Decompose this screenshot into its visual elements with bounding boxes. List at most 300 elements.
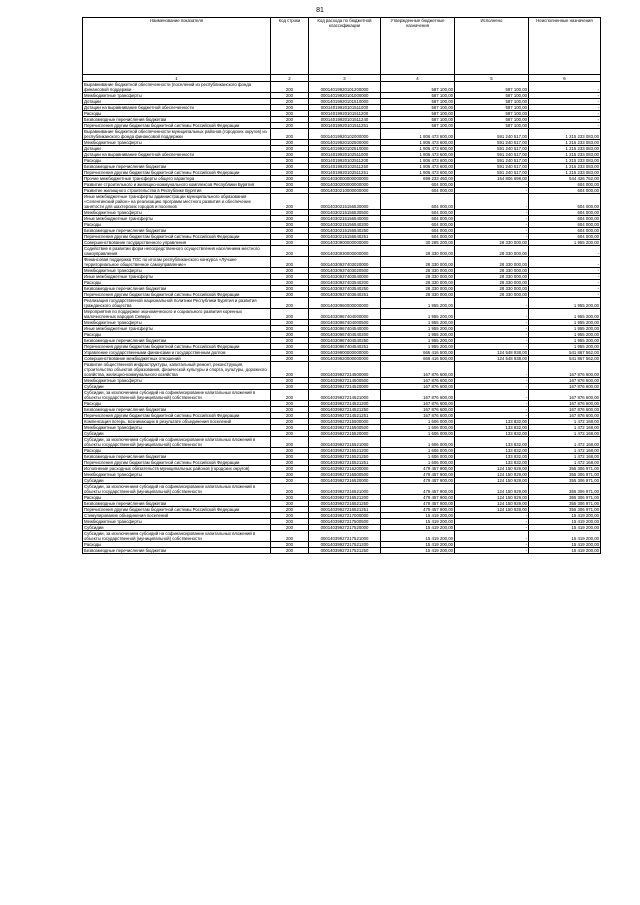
cell-remaining: 355 306 971,00 [529, 501, 601, 507]
cell-budget-code: 00014019920102511000 [309, 152, 381, 158]
cell-approved: 587 100,00 [381, 111, 455, 117]
cell-remaining: 355 306 971,00 [529, 478, 601, 484]
cell-indicator-name: Субсидии, за исключением субсидий на софинансирование капитальных вложений в объекты государственной (муниципальной) собственности [83, 390, 271, 401]
cell-approved: 587 100,00 [381, 82, 455, 93]
cell-indicator-name: Иные межбюджетные трансферты администрации муниципального образования «Селенгинский район» на реализацию программ местного развития и обеспечение занятости для шахтерских городов и поселков [83, 194, 271, 210]
cell-indicator-name: Выравнивание бюджетной обеспеченности (поселений из республиканского фонда финансовой поддержки [83, 82, 271, 93]
cell-indicator-name: Расходы [83, 280, 271, 286]
cell-approved: 15 419 200,00 [381, 525, 455, 531]
cell-line-code: 200 [271, 292, 309, 298]
table-row [83, 362, 601, 378]
cell-remaining: - [529, 117, 601, 123]
cell-line-code: 200 [271, 478, 309, 484]
cell-remaining: 1 215 233 083,00 [529, 146, 601, 152]
header-executed: Исполнено [455, 18, 529, 75]
cell-remaining: 1 472 168,00 [529, 448, 601, 454]
cell-indicator-name: Иные межбюджетные трансферты [83, 326, 271, 332]
cell-remaining: 604 000,00 [529, 182, 601, 188]
cell-executed: 591 240 517,00 [455, 129, 529, 140]
cell-budget-code: 00014019920101200000 [309, 82, 381, 93]
cell-remaining: 604 000,00 [529, 234, 601, 240]
cell-remaining: 355 306 971,00 [529, 466, 601, 472]
cell-budget-code: 00014039927216521200 [309, 495, 381, 501]
cell-indicator-name: Субсидии [83, 384, 271, 390]
cell-line-code: 200 [271, 280, 309, 286]
table-body [83, 75, 601, 554]
cell-line-code: 200 [271, 519, 309, 525]
cell-budget-code: 00014019920102511250 [309, 164, 381, 170]
cell-executed: 28 330 000,00 [455, 268, 529, 274]
table-row [83, 501, 601, 507]
cell-remaining: 1 215 233 083,00 [529, 164, 601, 170]
header-approved: Утвержденные бюджетные назначения [381, 18, 455, 75]
cell-indicator-name: Межбюджетные трансферты [83, 268, 271, 274]
cell-remaining: - [529, 99, 601, 105]
table-row [83, 350, 601, 356]
cell-line-code: 200 [271, 274, 309, 280]
cell-remaining: 604 000,00 [529, 188, 601, 194]
cell-line-code: 200 [271, 401, 309, 407]
cell-budget-code: 00014030967404540200 [309, 332, 381, 338]
cell-line-code: 200 [271, 164, 309, 170]
table-row [83, 105, 601, 111]
cell-indicator-name: Субсидии, за исключением субсидий на софинансирование капитальных вложений в объекты государственной (муниципальной) собственности [83, 484, 271, 495]
cell-indicator-name: Безвозмездные перечисления бюджетам [83, 548, 271, 554]
column-number: 4 [381, 75, 455, 82]
cell-executed: 587 100,00 [455, 93, 529, 99]
cell-remaining: 1 955 200,00 [529, 320, 601, 326]
cell-indicator-name: Перечисления другим бюджетам бюджетной системы Российской Федерации [83, 234, 271, 240]
table-row [83, 466, 601, 472]
cell-budget-code: 00014039927216521251 [309, 507, 381, 513]
cell-executed: 124 150 929,00 [455, 478, 529, 484]
cell-line-code: 200 [271, 460, 309, 466]
table-row [83, 246, 601, 257]
cell-approved: 28 330 000,00 [381, 292, 455, 298]
cell-line-code: 200 [271, 234, 309, 240]
cell-remaining: 1 215 233 083,00 [529, 129, 601, 140]
table-row [83, 298, 601, 309]
cell-approved: 699 233 460,00 [381, 176, 455, 182]
column-number: 3 [309, 75, 381, 82]
cell-approved: 1 606 000,00 [381, 460, 455, 466]
cell-indicator-name: Дотации на выравнивание бюджетной обеспеченности [83, 152, 271, 158]
cell-line-code: 200 [271, 240, 309, 246]
cell-executed: - [455, 309, 529, 320]
cell-approved: 15 419 200,00 [381, 519, 455, 525]
table-header-row [83, 18, 601, 75]
cell-remaining: 1 215 233 083,00 [529, 170, 601, 176]
table-row [83, 309, 601, 320]
cell-budget-code: 00014039927215521200 [309, 448, 381, 454]
cell-line-code: 200 [271, 210, 309, 216]
cell-budget-code: 00014039927214521000 [309, 390, 381, 401]
cell-approved: 1 955 200,00 [381, 344, 455, 350]
cell-indicator-name: Безвозмездные перечисления бюджетам [83, 501, 271, 507]
cell-line-code: 200 [271, 123, 309, 129]
cell-remaining: - [529, 257, 601, 268]
cell-budget-code: 00014019920101000000 [309, 93, 381, 99]
table-row [83, 129, 601, 140]
cell-executed: 133 832,00 [455, 425, 529, 431]
column-number: 6 [529, 75, 601, 82]
cell-executed: - [455, 298, 529, 309]
cell-indicator-name: Субсидии [83, 525, 271, 531]
cell-approved: 479 457 900,00 [381, 466, 455, 472]
cell-executed: - [455, 513, 529, 519]
table-row [83, 117, 601, 123]
table-row [83, 292, 601, 298]
cell-indicator-name: Субсидии [83, 431, 271, 437]
cell-executed: 133 832,00 [455, 431, 529, 437]
cell-remaining: 541 867 562,00 [529, 350, 601, 356]
cell-executed: - [455, 234, 529, 240]
cell-approved: 167 876 600,00 [381, 407, 455, 413]
cell-remaining: 15 419 200,00 [529, 513, 601, 519]
cell-approved: 604 000,00 [381, 194, 455, 210]
table-row [83, 531, 601, 542]
cell-executed: 587 100,00 [455, 117, 529, 123]
cell-line-code: 200 [271, 437, 309, 448]
cell-remaining: 604 000,00 [529, 194, 601, 210]
cell-executed: - [455, 525, 529, 531]
cell-indicator-name: Расходы [83, 495, 271, 501]
cell-approved: 167 876 600,00 [381, 362, 455, 378]
cell-executed: - [455, 326, 529, 332]
cell-approved: 604 000,00 [381, 210, 455, 216]
cell-approved: 15 419 200,00 [381, 542, 455, 548]
cell-budget-code: 00014039927217521000 [309, 531, 381, 542]
cell-line-code: 200 [271, 356, 309, 362]
cell-approved: 1 806 473 600,00 [381, 164, 455, 170]
cell-indicator-name: Межбюджетные трансферты [83, 378, 271, 384]
cell-indicator-name: Перечисления другим бюджетам бюджетной системы Российской Федерации [83, 413, 271, 419]
cell-line-code: 200 [271, 176, 309, 182]
cell-indicator-name: Межбюджетные трансферты [83, 210, 271, 216]
cell-indicator-name: Межбюджетные трансферты [83, 320, 271, 326]
cell-line-code: 200 [271, 466, 309, 472]
cell-budget-code: 00014039927215520000 [309, 431, 381, 437]
cell-budget-code: 00014030937403020500 [309, 268, 381, 274]
cell-executed: 133 832,00 [455, 437, 529, 448]
cell-approved: 1 955 200,00 [381, 326, 455, 332]
page-number: 81 [316, 7, 324, 14]
cell-approved: 666 416 500,00 [381, 356, 455, 362]
cell-approved: 167 876 600,00 [381, 401, 455, 407]
cell-executed: - [455, 519, 529, 525]
cell-indicator-name: Межбюджетные трансферты [83, 93, 271, 99]
cell-remaining: 1 955 200,00 [529, 326, 601, 332]
cell-line-code: 200 [271, 320, 309, 326]
cell-indicator-name: Дотации [83, 146, 271, 152]
cell-budget-code: 00014019920101511200 [309, 111, 381, 117]
cell-budget-code: 00014039927215521250 [309, 454, 381, 460]
cell-line-code: 200 [271, 146, 309, 152]
cell-approved: 28 330 000,00 [381, 257, 455, 268]
cell-line-code: 200 [271, 82, 309, 93]
cell-indicator-name: Совершенствование межбюджетных отношений [83, 356, 271, 362]
cell-remaining: - [529, 280, 601, 286]
cell-executed: - [455, 216, 529, 222]
table-row [83, 484, 601, 495]
cell-budget-code: 00014039927214521250 [309, 407, 381, 413]
cell-line-code: 200 [271, 152, 309, 158]
cell-budget-code: 00014039927214500000 [309, 362, 381, 378]
table-row [83, 548, 601, 554]
cell-remaining: - [529, 123, 601, 129]
cell-remaining: 604 000,00 [529, 216, 601, 222]
cell-budget-code: 00014039927214521251 [309, 413, 381, 419]
cell-approved: 604 000,00 [381, 222, 455, 228]
cell-approved: 15 419 200,00 [381, 531, 455, 542]
cell-approved: 479 457 900,00 [381, 507, 455, 513]
cell-remaining: 541 867 562,00 [529, 356, 601, 362]
cell-budget-code: 00014039927215521000 [309, 437, 381, 448]
cell-budget-code: 00014030937403540250 [309, 286, 381, 292]
cell-indicator-name: Межбюджетные трансферты [83, 140, 271, 146]
cell-executed: 591 240 517,00 [455, 140, 529, 146]
cell-approved: 604 000,00 [381, 228, 455, 234]
cell-line-code: 200 [271, 158, 309, 164]
cell-indicator-name: Расходы [83, 401, 271, 407]
cell-line-code: 200 [271, 350, 309, 356]
cell-indicator-name: Реализация государственной национальной политики Республики Бурятия и развития гражданского общества [83, 298, 271, 309]
cell-budget-code: 00014030937403540251 [309, 292, 381, 298]
cell-executed: - [455, 548, 529, 554]
cell-executed: 587 100,00 [455, 111, 529, 117]
cell-budget-code: 00014039927217521200 [309, 542, 381, 548]
cell-indicator-name: Развитие общественной инфраструктуры, капитальный ремонт, реконструкция, строительство объектов образования, физической культуры и спорта, культуры, дорожного хозяйства, жилищно-коммунального хозяйства [83, 362, 271, 378]
cell-approved: 479 457 900,00 [381, 484, 455, 495]
cell-indicator-name: Перечисления другим бюджетам бюджетной системы Российской Федерации [83, 292, 271, 298]
cell-remaining: 355 306 971,00 [529, 507, 601, 513]
cell-remaining: 355 306 971,00 [529, 484, 601, 495]
cell-indicator-name: Межбюджетные трансферты [83, 519, 271, 525]
cell-budget-code: 00014019920101510000 [309, 99, 381, 105]
cell-indicator-name: Субсидии, за исключением субсидий на софинансирование капитальных вложений в объекты государственной (муниципальной) собственности [83, 531, 271, 542]
cell-remaining: 1 215 233 083,00 [529, 158, 601, 164]
cell-executed: - [455, 188, 529, 194]
cell-remaining: 1 955 200,00 [529, 338, 601, 344]
cell-approved: 1 606 000,00 [381, 419, 455, 425]
cell-line-code: 200 [271, 472, 309, 478]
cell-indicator-name: Выравнивание бюджетной обеспеченности муниципальных районов (городских округов) из республиканского фонда финансовой поддержки [83, 129, 271, 140]
column-number-row [83, 75, 601, 82]
cell-approved: 587 100,00 [381, 105, 455, 111]
cell-executed: 133 832,00 [455, 448, 529, 454]
cell-remaining: - [529, 274, 601, 280]
cell-executed: 28 330 000,00 [455, 280, 529, 286]
cell-budget-code: 00014030937403540000 [309, 274, 381, 280]
cell-executed: 591 240 517,00 [455, 158, 529, 164]
cell-remaining: 1 955 200,00 [529, 344, 601, 350]
cell-budget-code: 00014039927214500500 [309, 378, 381, 384]
cell-approved: 479 457 900,00 [381, 472, 455, 478]
table-row [83, 507, 601, 513]
cell-remaining: 1 955 200,00 [529, 309, 601, 320]
cell-executed: - [455, 338, 529, 344]
cell-executed: - [455, 210, 529, 216]
cell-approved: 15 419 200,00 [381, 513, 455, 519]
cell-executed: - [455, 332, 529, 338]
cell-remaining: 1 955 200,00 [529, 240, 601, 246]
cell-line-code: 200 [271, 268, 309, 274]
cell-budget-code: 00014039927217500500 [309, 519, 381, 525]
cell-budget-code: 00014030215156540250 [309, 228, 381, 234]
cell-executed: 124 150 929,00 [455, 466, 529, 472]
cell-remaining: 544 426 762,00 [529, 176, 601, 182]
table-row [83, 460, 601, 466]
cell-line-code: 200 [271, 188, 309, 194]
cell-indicator-name: Дотации [83, 99, 271, 105]
table-row [83, 390, 601, 401]
cell-indicator-name: Иные межбюджетные трансферты [83, 216, 271, 222]
cell-remaining: 15 419 200,00 [529, 531, 601, 542]
cell-approved: 28 330 000,00 [381, 286, 455, 292]
cell-remaining: - [529, 82, 601, 93]
cell-indicator-name: Расходы [83, 332, 271, 338]
cell-remaining: 1 472 168,00 [529, 419, 601, 425]
cell-approved: 167 876 600,00 [381, 384, 455, 390]
cell-approved: 1 955 200,00 [381, 320, 455, 326]
cell-line-code: 200 [271, 344, 309, 350]
cell-approved: 587 100,00 [381, 123, 455, 129]
cell-budget-code: 00014019920102000000 [309, 129, 381, 140]
cell-line-code: 200 [271, 99, 309, 105]
table-row [83, 257, 601, 268]
cell-budget-code: 00014030967404540250 [309, 338, 381, 344]
cell-budget-code: 00014019920101511240 [309, 117, 381, 123]
cell-approved: 604 000,00 [381, 216, 455, 222]
cell-approved: 604 000,00 [381, 182, 455, 188]
cell-line-code: 200 [271, 531, 309, 542]
cell-budget-code: 00014019920102511200 [309, 158, 381, 164]
cell-approved: 587 100,00 [381, 99, 455, 105]
cell-executed: 124 548 938,00 [455, 356, 529, 362]
cell-executed: 28 330 000,00 [455, 292, 529, 298]
cell-line-code: 200 [271, 194, 309, 210]
cell-approved: 1 606 000,00 [381, 454, 455, 460]
cell-line-code: 200 [271, 507, 309, 513]
cell-approved: 1 806 473 600,00 [381, 152, 455, 158]
header-line-code: Код строки [271, 18, 309, 75]
cell-line-code: 200 [271, 484, 309, 495]
cell-remaining: 604 000,00 [529, 222, 601, 228]
cell-line-code: 200 [271, 246, 309, 257]
cell-indicator-name: Безвозмездные перечисления бюджетам [83, 117, 271, 123]
cell-line-code: 200 [271, 513, 309, 519]
cell-executed: - [455, 542, 529, 548]
cell-executed: 587 100,00 [455, 82, 529, 93]
cell-budget-code: 00014039927216521000 [309, 484, 381, 495]
table-row [83, 356, 601, 362]
cell-remaining: 604 000,00 [529, 210, 601, 216]
header-budget-code: Код расхода по бюджетной классификации [309, 18, 381, 75]
cell-indicator-name: Мероприятия по поддержке экономического и социального развития коренных малочисленных народов Севера [83, 309, 271, 320]
cell-indicator-name: Безвозмездные перечисления бюджетам [83, 407, 271, 413]
cell-remaining: - [529, 246, 601, 257]
table-row [83, 454, 601, 460]
cell-executed: - [455, 378, 529, 384]
cell-indicator-name: Иные межбюджетные трансферты [83, 274, 271, 280]
table-row [83, 82, 601, 93]
cell-budget-code: 00014039920000000000 [309, 356, 381, 362]
cell-remaining: 604 000,00 [529, 228, 601, 234]
cell-indicator-name: Безвозмездные перечисления бюджетам [83, 454, 271, 460]
cell-approved: 28 330 000,00 [381, 268, 455, 274]
table-row [83, 419, 601, 425]
table-row [83, 437, 601, 448]
cell-remaining: 1 215 233 083,00 [529, 152, 601, 158]
cell-executed: - [455, 401, 529, 407]
cell-indicator-name: Исполнение расходных обязательств муниципальных районов (городских округов) [83, 466, 271, 472]
table-row [83, 176, 601, 182]
cell-budget-code: 00014030930000000000 [309, 246, 381, 257]
cell-remaining: 167 876 600,00 [529, 362, 601, 378]
table-row [83, 152, 601, 158]
cell-approved: 28 330 000,00 [381, 274, 455, 280]
cell-budget-code: 00014030967404540000 [309, 326, 381, 332]
cell-indicator-name: Перечисления другим бюджетам бюджетной системы Российской Федерации [83, 344, 271, 350]
cell-indicator-name: Перечисления другим бюджетам бюджетной системы Российской Федерации [83, 460, 271, 466]
cell-executed: - [455, 413, 529, 419]
cell-line-code: 200 [271, 413, 309, 419]
cell-budget-code: 00014030967404000000 [309, 309, 381, 320]
cell-remaining: 355 306 971,00 [529, 495, 601, 501]
cell-indicator-name: Безвозмездные перечисления бюджетам [83, 164, 271, 170]
cell-line-code: 200 [271, 111, 309, 117]
cell-remaining: 167 876 600,00 [529, 384, 601, 390]
cell-line-code: 200 [271, 454, 309, 460]
table-row [83, 164, 601, 170]
cell-budget-code: 00014030900000000000 [309, 240, 381, 246]
cell-executed: 28 330 000,00 [455, 257, 529, 268]
cell-budget-code: 00014039927216500500 [309, 472, 381, 478]
cell-executed: 124 548 938,00 [455, 350, 529, 356]
cell-executed: - [455, 182, 529, 188]
cell-budget-code: 00014019920101511000 [309, 105, 381, 111]
cell-indicator-name: Дотации на выравнивание бюджетной обеспеченности [83, 105, 271, 111]
cell-indicator-name: Расходы [83, 222, 271, 228]
cell-approved: 1 806 473 600,00 [381, 170, 455, 176]
cell-executed: - [455, 531, 529, 542]
cell-budget-code: 00014039927214520000 [309, 384, 381, 390]
cell-budget-code: 00014039927216521250 [309, 501, 381, 507]
cell-budget-code: 00014039927217000000 [309, 513, 381, 519]
cell-line-code: 200 [271, 362, 309, 378]
cell-remaining: - [529, 111, 601, 117]
cell-indicator-name: Перечисления другим бюджетам бюджетной системы Российской Федерации [83, 507, 271, 513]
cell-line-code: 200 [271, 298, 309, 309]
cell-executed: - [455, 222, 529, 228]
cell-indicator-name: Расходы [83, 111, 271, 117]
cell-approved: 604 000,00 [381, 234, 455, 240]
cell-line-code: 200 [271, 286, 309, 292]
cell-budget-code: 00014039927217521250 [309, 548, 381, 554]
table-row [83, 170, 601, 176]
cell-indicator-name: Субсидии [83, 478, 271, 484]
cell-approved: 167 876 600,00 [381, 378, 455, 384]
cell-approved: 479 457 900,00 [381, 495, 455, 501]
cell-indicator-name: Межбюджетные трансферты [83, 425, 271, 431]
cell-approved: 30 285 200,00 [381, 240, 455, 246]
cell-remaining: - [529, 105, 601, 111]
cell-budget-code: 00014030215156540000 [309, 216, 381, 222]
table-row [83, 286, 601, 292]
cell-indicator-name: Компенсация потерь, возникающих в результате объединения поселений [83, 419, 271, 425]
cell-budget-code: 00014030000000000000 [309, 176, 381, 182]
cell-line-code: 200 [271, 407, 309, 413]
